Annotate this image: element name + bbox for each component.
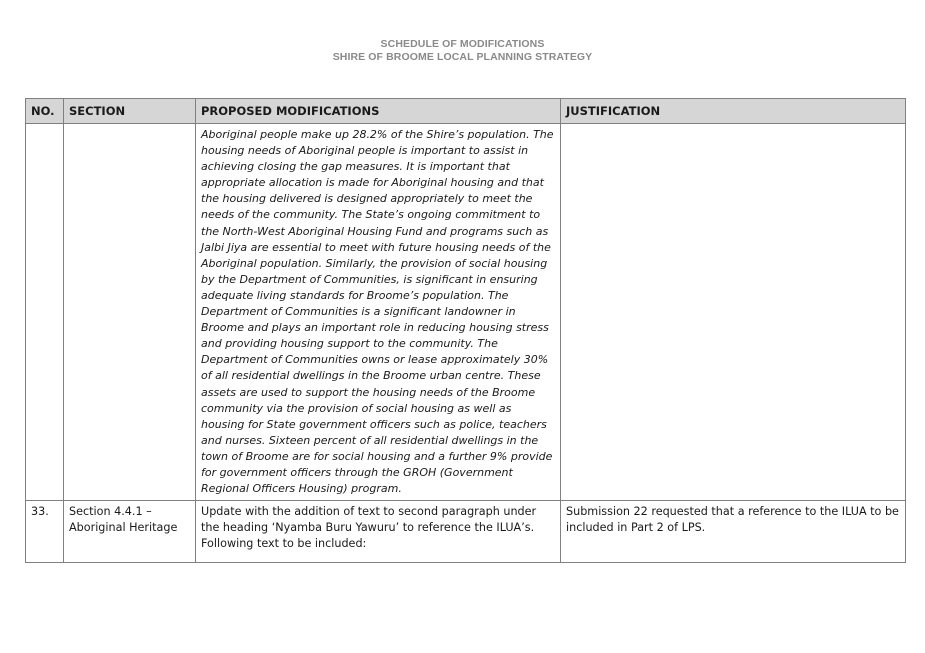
document-header — [0, 38, 925, 64]
column-header-no: NO. — [26, 99, 64, 124]
cell-section — [64, 124, 196, 501]
table-row — [26, 501, 906, 563]
table-row — [26, 124, 906, 501]
table-header-row — [26, 99, 906, 124]
header-subtitle: SHIRE OF BROOME LOCAL PLANNING STRATEGY — [332, 51, 593, 63]
cell-justification: Submission 22 requested that a reference to the ILUA to be included in Part 2 of LPS. — [561, 501, 906, 563]
cell-no — [26, 124, 64, 501]
cell-no: 33. — [26, 501, 64, 563]
cell-modification: Update with the addition of text to second paragraph under the heading ‘Nyamba Buru Yawuru’ to reference the ILUA’s. Following text to be included: — [196, 501, 561, 563]
cell-justification — [561, 124, 906, 501]
cell-section: Section 4.4.1 – Aboriginal Heritage — [64, 501, 196, 563]
column-header-section: SECTION — [64, 99, 196, 124]
column-header-justification: JUSTIFICATION — [561, 99, 906, 124]
header-title: SCHEDULE OF MODIFICATIONS — [380, 38, 545, 50]
cell-modification: Aboriginal people make up 28.2% of the Shire’s population. The housing needs of Aboriginal people is important to assist in achieving closing the gap measures. It is important that appropriate allocation is made for Aboriginal housing and that the housing delivered is designed appropriately to meet the needs of the community. The State’s ongoing commitment to the North-West Aboriginal Housing Fund and programs such as Jalbi Jiya are essential to meet with future housing needs of the Aboriginal population. Similarly, the provision of social housing by the Department of Communities, is significant in ensuring adequate living standards for Broome’s population. The Department of Communities is a significant landowner in Broome and plays an important role in reducing housing stress and providing housing support to the community. The Department of Communities owns or lease approximately 30% of all residential dwellings in the Broome urban centre. These assets are used to support the housing needs of the Broome community via the provision of social housing as well as housing for State government officers such as police, teachers and nurses. Sixteen percent of all residential dwellings in the town of Broome are for social housing and a further 9% provide for government officers through the GROH (Government Regional Officers Housing) program. — [196, 124, 561, 501]
modifications-table — [25, 98, 906, 563]
column-header-modifications: PROPOSED MODIFICATIONS — [196, 99, 561, 124]
